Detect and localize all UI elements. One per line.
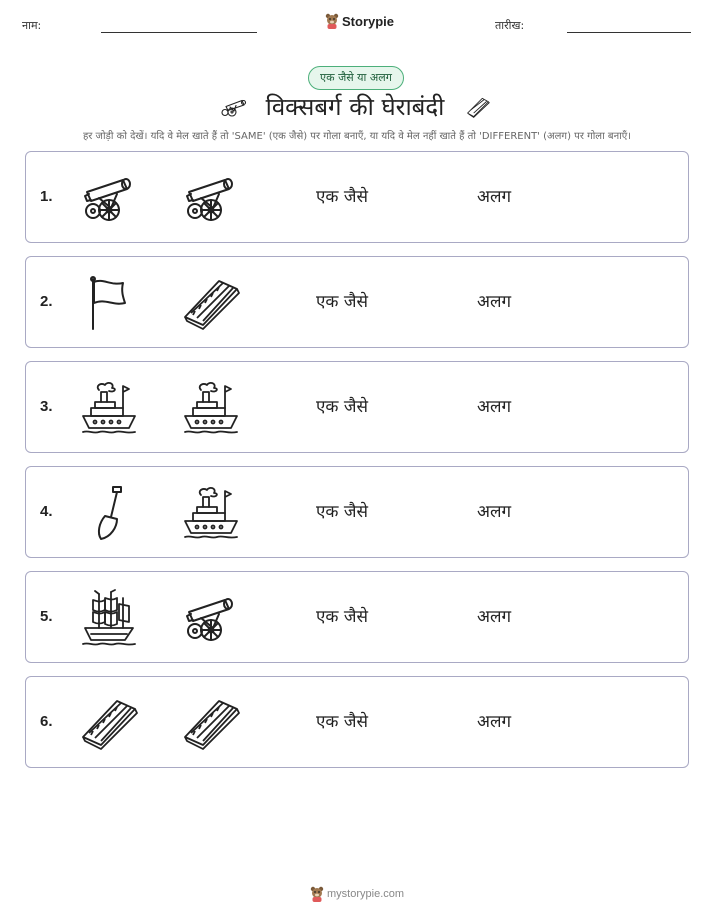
question-number: 5. xyxy=(40,608,53,625)
cannon-icon xyxy=(181,168,241,228)
trench-icon xyxy=(181,273,241,333)
question-row-3 xyxy=(25,361,689,453)
title-row xyxy=(0,90,714,123)
footer xyxy=(0,886,714,902)
trench-icon xyxy=(79,693,139,753)
flag-icon xyxy=(79,273,139,333)
instructions: हर जोड़ी को देखें। यदि वे मेल खाते हैं तो 'SAME' (एक जैसे) पर गोला बनाएँ, या यदि वे मेल नहीं खाते हैं तो 'DIFFERENT' (अलग) पर गोला बनाएँ। xyxy=(82,131,632,142)
question-row-1 xyxy=(25,151,689,243)
question-row-5 xyxy=(25,571,689,663)
date-line[interactable] xyxy=(567,32,691,33)
page-title: विक्सबर्ग की घेराबंदी xyxy=(265,93,445,121)
question-row-6 xyxy=(25,676,689,768)
cannon-icon xyxy=(219,96,249,118)
trench-icon xyxy=(181,693,241,753)
sailing-ship-icon xyxy=(79,588,139,648)
question-number: 3. xyxy=(40,398,53,415)
question-number: 6. xyxy=(40,713,53,730)
question-row-2 xyxy=(25,256,689,348)
different-option[interactable]: अलग xyxy=(477,502,512,522)
trench-icon xyxy=(461,94,495,120)
different-option[interactable]: अलग xyxy=(477,397,512,417)
activity-badge: एक जैसे या अलग xyxy=(308,66,404,90)
same-option[interactable]: एक जैसे xyxy=(316,187,368,207)
question-number: 1. xyxy=(40,188,53,205)
different-option[interactable]: अलग xyxy=(477,607,512,627)
shovel-icon xyxy=(79,483,139,543)
steamboat-icon xyxy=(79,378,139,438)
question-number: 4. xyxy=(40,503,53,520)
date-label: तारीख: xyxy=(495,19,525,32)
steamboat-icon xyxy=(181,378,241,438)
cannon-icon xyxy=(181,588,241,648)
different-option[interactable]: अलग xyxy=(477,292,512,312)
footer-url[interactable]: mystorypie.com xyxy=(327,887,405,900)
brand-logo xyxy=(325,13,394,29)
cannon-icon xyxy=(79,168,139,228)
question-number: 2. xyxy=(40,293,53,310)
different-option[interactable]: अलग xyxy=(477,187,512,207)
same-option[interactable]: एक जैसे xyxy=(316,712,368,732)
question-row-4 xyxy=(25,466,689,558)
same-option[interactable]: एक जैसे xyxy=(316,607,368,627)
bear-icon xyxy=(325,13,339,29)
bear-icon xyxy=(310,886,324,902)
name-label: नाम: xyxy=(22,19,42,32)
same-option[interactable]: एक जैसे xyxy=(316,502,368,522)
name-line[interactable] xyxy=(101,32,257,33)
same-option[interactable]: एक जैसे xyxy=(316,292,368,312)
brand-name: Storypie xyxy=(342,13,395,29)
same-option[interactable]: एक जैसे xyxy=(316,397,368,417)
different-option[interactable]: अलग xyxy=(477,712,512,732)
steamboat-icon xyxy=(181,483,241,543)
